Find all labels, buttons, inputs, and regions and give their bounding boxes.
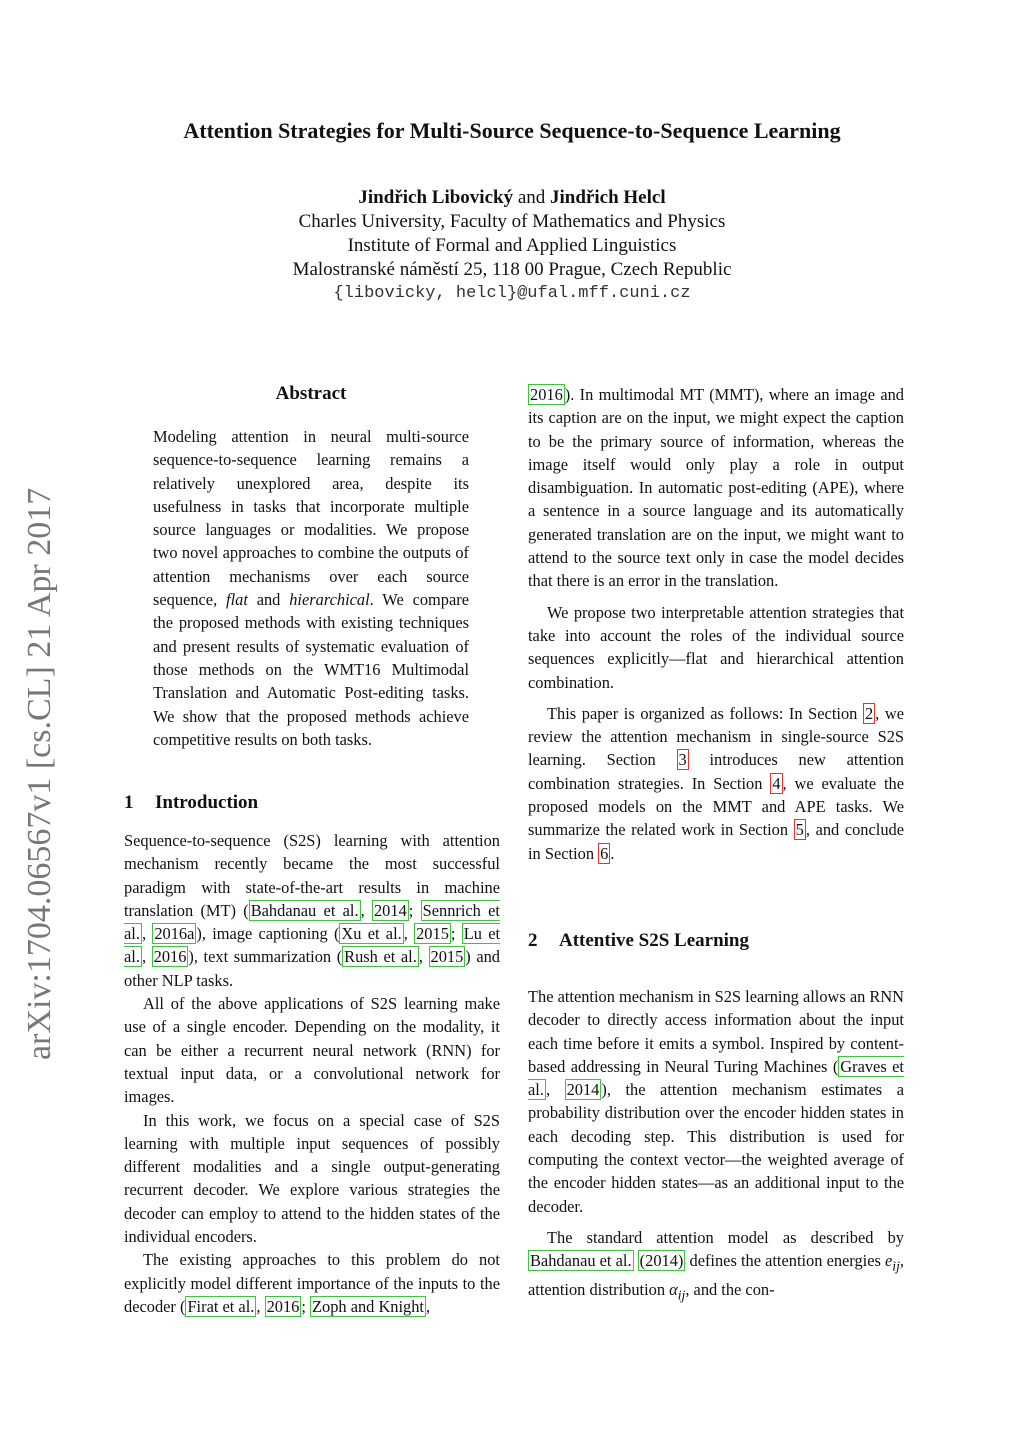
paper-title: Attention Strategies for Multi-Source Sequence-to-Sequence Learning [183, 118, 841, 143]
text: ) and other NLP tasks. [124, 947, 500, 990]
citation-link[interactable]: 2014 [566, 1080, 600, 1100]
abstract-text: and [247, 590, 290, 610]
paragraph [528, 383, 904, 593]
abstract-text: . We compare the proposed methods with existing techniques and present results of systematic evaluation of those methods on the WMT16 Multimodal Translation and Automatic Post-editing tasks. We show that the proposed methods achieve competitive results on both tasks. [153, 590, 469, 749]
citation-link[interactable]: Firat et al. [187, 1296, 255, 1316]
paragraph: The attention mechanism in S2S learning allows an RNN decoder to directly access information about the input each time before it emits a symbol. Inspired by content-based addressing in Neural Turing Machines ( Graves et al. , 2014 ), the attention mechanism estimates a probability distribution over the encoder hidden states in each decoding step. This distribution is used for computing the context vector—the weighted average of the encoder hidden states—as an additional input to the decoder. [528, 987, 905, 1216]
paragraph: The existing approaches to this problem do not explicitly model different importance of the inputs to the decoder ( Firat et al. , 2016 ; Zoph and Knight , [124, 1250, 500, 1316]
section-heading-introduction [124, 792, 258, 814]
text: This paper is organized as follows: In Section [547, 703, 863, 723]
citation-link[interactable]: 2015 [416, 924, 449, 944]
text: , and the con- [685, 1279, 775, 1299]
citation-link[interactable]: Bahdanau et al. [530, 1251, 632, 1271]
text: ), text summarization ( [188, 947, 343, 967]
author-block [0, 186, 1024, 306]
abstract-emphasis: hierarchical [289, 590, 370, 610]
text: ), the attention mechanism estimates a probability distribution over the encoder hidden states in each decoding step. This distribution is used for computing the context vector—the weighted average of the encoder hidden states—as an additional input to the decoder. [528, 1080, 904, 1216]
text: , [426, 1296, 431, 1316]
citation-link[interactable]: Sennrich et al. [124, 900, 500, 944]
text: ; [450, 924, 462, 944]
citation-link[interactable]: Graves et al. [528, 1056, 904, 1100]
paragraph [528, 702, 904, 865]
text: ). In multimodal MT (MMT), where an image and its caption are on the input, we might expect the caption to be the primary source of information, whereas the image itself would only play a role in output disambiguation. In automatic post-editing (APE), where a sentence in a source language and its automatically generated translation are on the input, we might want to attend to the source text only in case the model decides that there is an error in the translation. [528, 385, 904, 591]
author-line [0, 186, 1024, 210]
section-title: Introduction [155, 792, 259, 813]
section-reference-link[interactable]: 4 [772, 773, 781, 793]
section-title: Attentive S2S Learning [559, 930, 749, 951]
section-number: 1 [124, 792, 134, 813]
citation-link[interactable]: (2014) [639, 1251, 684, 1271]
author-conjunction: and [517, 187, 546, 208]
citation-link[interactable]: 2016 [266, 1296, 300, 1316]
abstract-heading: Abstract [275, 383, 347, 404]
email: {libovicky, helcl}@ufal.mff.cuni.cz [333, 284, 691, 303]
text: The attention mechanism in S2S learning allows an RNN decoder to directly access information about the input each time before it emits a symbol. Inspired by content-based addressing in Neural Turing Machines ( [528, 987, 905, 1076]
text: introduces new attention combination strategies. In Section [528, 750, 904, 793]
text: . [610, 843, 615, 863]
citation-link[interactable]: Bahdanau et al. [250, 900, 359, 920]
text: , attention distribution [528, 1251, 904, 1299]
paragraph: In this work, we focus on a special case of S2S learning with multiple input sequences of possibly different modalities and a single output-generating recurrent decoder. We explore various strategies the decoder can employ to attend to the hidden states of the individual encoders. [124, 1110, 500, 1247]
citation-link[interactable]: Rush et al. [344, 947, 417, 967]
section-heading-attentive-s2s [528, 930, 749, 952]
address: Malostranské náměstí 25, 118 00 Prague, Czech Republic [292, 259, 732, 280]
math-symbol: α [669, 1279, 678, 1299]
citation-link[interactable]: 2014 [373, 900, 407, 920]
abstract-paragraph [153, 425, 469, 751]
text: defines the attention energies [685, 1251, 885, 1271]
paragraph: All of the above applications of S2S learning make use of a single encoder. Depending on the modality, it can be either a recurrent neural network (RNN) for textual input data, or a convolutional network for images. [124, 994, 500, 1107]
abstract-body [153, 425, 469, 751]
paragraph: We propose two interpretable attention strategies that take into account the roles of the individual source sequences explicitly—flat and hierarchical attention combination. [528, 602, 904, 692]
text: The standard attention model as described by [547, 1227, 904, 1247]
text: ), image captioning ( [196, 924, 340, 944]
citation-link[interactable]: Zoph and Knight [312, 1296, 424, 1316]
math-symbol: e [885, 1251, 893, 1271]
citation-link[interactable]: Lu et al. [124, 924, 501, 967]
section-reference-link[interactable]: 3 [678, 750, 687, 770]
author-name: Jindřich Helcl [550, 187, 666, 208]
abstract-text: Modeling attention in neural multi-source sequence-to-sequence learning remains a relatively unexplored area, despite its usefulness in tasks that incorporate multiple source languages or modalities. We propose two novel approaches to combine the outputs of attention mechanisms over each source sequence, [153, 427, 469, 610]
section2-text [528, 985, 904, 1306]
citation-link[interactable]: 2016a [154, 924, 195, 944]
section-reference-link[interactable]: 5 [795, 820, 804, 840]
math-subscript: ij [892, 1258, 900, 1274]
section-reference-link[interactable]: 2 [864, 703, 874, 723]
affiliation: Charles University, Faculty of Mathematics and Physics [298, 211, 726, 232]
citation-link[interactable]: Xu et al. [341, 924, 402, 944]
citation-link[interactable]: 2016 [153, 947, 187, 967]
section-reference-link[interactable]: 6 [600, 843, 609, 863]
math-subscript: ij [677, 1287, 686, 1303]
paragraph [528, 1226, 904, 1306]
text: ; [408, 900, 421, 920]
text: The existing approaches to this problem do not explicitly model different importance of the inputs to the decoder ( [124, 1250, 500, 1316]
section-number: 2 [528, 930, 538, 951]
abstract-emphasis: flat [226, 590, 248, 610]
citation-link[interactable]: 2015 [430, 947, 464, 967]
affiliation: Institute of Formal and Applied Linguistics [347, 235, 677, 256]
text: , and conclude in Section [528, 820, 904, 863]
text: Sequence-to-sequence (S2S) learning with attention mechanism recently became the most successful paradigm with state-of-the-art results in machine translation (MT) ( [124, 831, 500, 920]
left-column-text [124, 829, 500, 1318]
citation-link[interactable]: 2016 [530, 385, 563, 404]
text: ; [301, 1296, 310, 1316]
text: , we evaluate the proposed models on the MMT and APE tasks. We summarize the related work in Section [528, 773, 905, 840]
author-name: Jindřich Libovický [358, 187, 514, 208]
right-column-text [528, 383, 904, 865]
paragraph: Sequence-to-sequence (S2S) learning with attention mechanism recently became the most successful paradigm with state-of-the-art results in machine translation (MT) ( Bahdanau et al. , 2014 ; Sennrich et al. , 2016a ), image captioning ( Xu et al. , 2015 ; Lu et al. , 2016 ), text summarization ( Rush et al. , 2015 ) and other NLP tasks. [124, 831, 501, 990]
text: , we review the attention mechanism in single-source S2S learning. Section [528, 703, 904, 770]
arxiv-identifier: arXiv:1704.06567v1 [cs.CL] 21 Apr 2017 [21, 487, 58, 1060]
